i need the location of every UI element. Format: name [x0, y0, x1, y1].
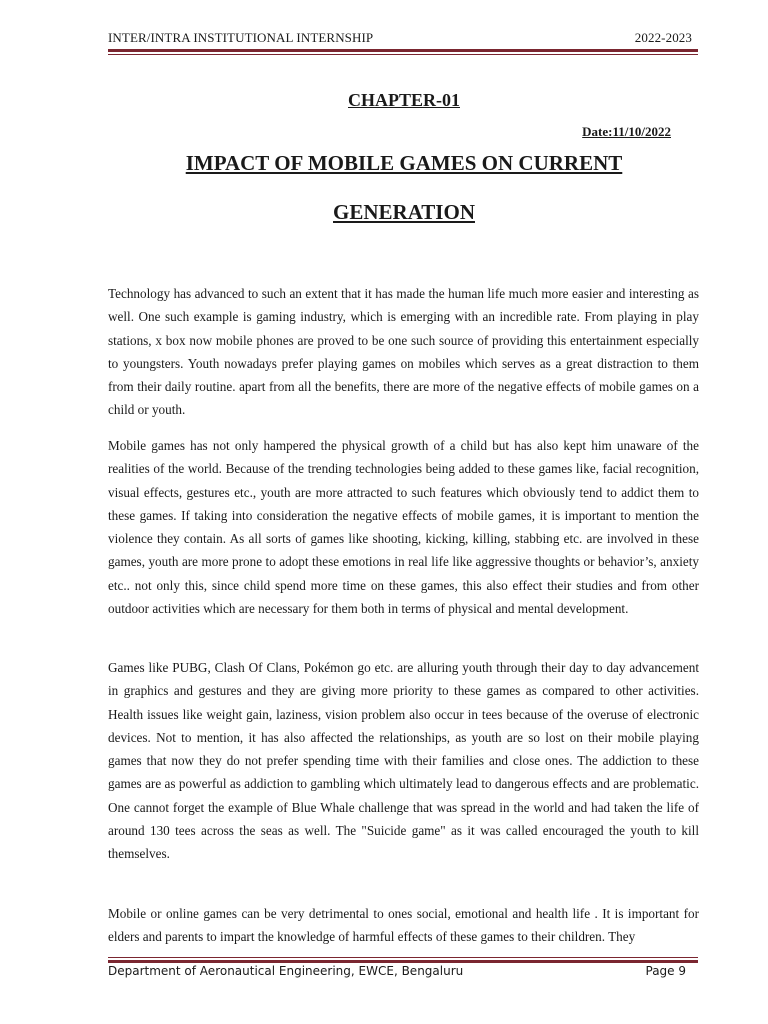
header-divider-thin [108, 54, 698, 55]
chapter-heading: CHAPTER-01 [348, 90, 460, 110]
footer-divider [108, 960, 698, 963]
header-divider [108, 49, 698, 52]
footer-divider-thin [108, 957, 698, 958]
page-header [108, 30, 692, 46]
header-year: 2022-2023 [634, 30, 692, 45]
body-paragraph-1: Technology has advanced to such an extent that it has made the human life much more easier and interesting as well. One such example is gaming industry, which is emerging with an incredible rate. From playing in play stations, x box now mobile phones are proved to be one such source of providing this entertainment especially to youngsters. Youth nowadays prefer playing games on mobiles which serves as a great distraction to them from their daily routine. apart from all the benefits, there are more of the negative effects of mobile games on a child or youth. [108, 286, 699, 418]
body-paragraph-2: Mobile games has not only hampered the physical growth of a child but has also kept him unaware of the realities of the world. Because of the trending technologies being added to these games like, facial recognition, visual effects, gestures etc., youth are more attracted to such features which obviously tend to addict them to these games. If taking into consideration the negative effects of mobile games, it is important to mention the violence they contain. As all sorts of games like shooting, kicking, killing, stabbing etc. are involved in these games, youth are more prone to adopt these emotions in real life like aggressive thoughts or behavior’s, anxiety etc.. not only this, since child spend more time on these games, this also effect their studies and from other outdoor activities which are necessary for them both in terms of physical and mental development. [108, 438, 699, 617]
body-paragraph-3: Games like PUBG, Clash Of Clans, Pokémon go etc. are alluring youth through their day to day advancement in graphics and gestures and they are giving more priority to these games as compared to other activities. Health issues like weight gain, laziness, vision problem also occur in tees because of the overuse of electronic devices. Not to mention, it has also affected the relationships, as youth are so lost on their mobile playing games that now they do not prefer spending time with their families and close ones. The addiction to these games are as powerful as addiction to gambling which ultimately lead to dangerous effects and are problematic. One cannot forget the example of Blue Whale challenge that was spread in the world and had taken the life of around 130 tees across the seas as well. The "Suicide game" as it was called encouraged the youth to kill themselves. [108, 660, 699, 862]
body-paragraph-4: Mobile or online games can be very detrimental to ones social, emotional and health life . It is important for elders and parents to impart the knowledge of harmful effects of these games to their children. They [108, 906, 699, 945]
footer-department: Department of Aeronautical Engineering, EWCE, Bengaluru [108, 964, 464, 978]
document-date: Date:11/10/2022 [582, 124, 671, 139]
document-title-line-1: IMPACT OF MOBILE GAMES ON CURRENT [185, 151, 623, 175]
header-title: INTER/INTRA INSTITUTIONAL INTERNSHIP [108, 30, 374, 45]
page-number: Page 9 [645, 964, 686, 978]
document-title-line-2: GENERATION [333, 200, 475, 224]
page-footer [108, 964, 686, 978]
